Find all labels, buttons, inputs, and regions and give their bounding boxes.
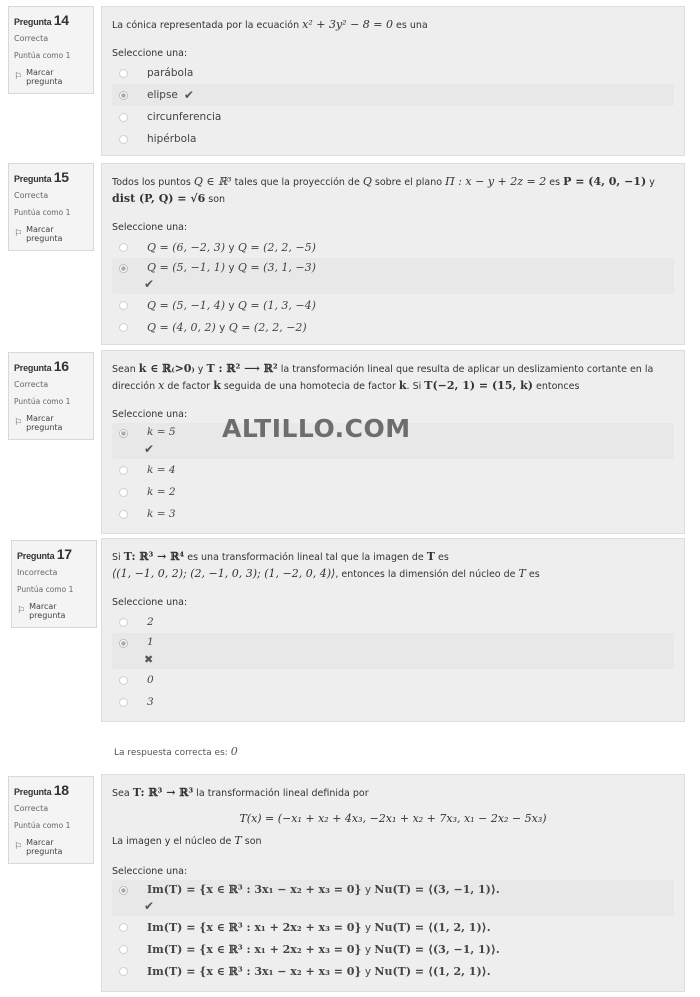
radio-button[interactable] <box>119 301 128 310</box>
flag-question-button[interactable]: ⚐ Marcar pregunta <box>14 68 63 86</box>
flag-question-button[interactable]: ⚐ Marcar pregunta <box>14 225 63 243</box>
radio-button[interactable] <box>119 323 128 332</box>
checkmark-icon: ✔ <box>144 899 155 913</box>
flag-question-button[interactable]: ⚐ Marcar pregunta <box>14 838 63 856</box>
checkmark-icon: ✔ <box>144 277 155 291</box>
question-state: Correcta <box>14 191 49 200</box>
answer-option[interactable]: 2 <box>112 611 674 633</box>
answer-prompt: Seleccione una: <box>112 409 188 420</box>
answer-option[interactable]: Q = (5, −1, 4) y Q = (1, 3, −4) <box>112 294 674 316</box>
answer-option[interactable]: 1 ✖ <box>112 633 674 669</box>
radio-button[interactable] <box>119 264 128 273</box>
answer-prompt: Seleccione una: <box>112 866 188 877</box>
answer-option[interactable]: Q = (4, 0, 2) y Q = (2, 2, −2) <box>112 316 674 338</box>
flag-icon: ⚐ <box>14 842 23 852</box>
answer-option[interactable]: Q = (6, −2, 3) y Q = (2, 2, −5) <box>112 236 674 258</box>
flag-question-button[interactable]: ⚐ Marcar pregunta <box>17 602 66 620</box>
answer-option[interactable]: hipérbola <box>112 128 674 150</box>
question-number: Pregunta 17 <box>17 546 72 562</box>
flag-icon: ⚐ <box>14 72 23 82</box>
transformation-formula: T(x) = (−x₁ + x₂ + 4x₃, −2x₁ + x₂ + 7x₃, x₁ − 2x₂ − 5x₃) <box>239 812 547 825</box>
question-number: Pregunta 16 <box>14 358 69 374</box>
question-number: Pregunta 15 <box>14 169 69 185</box>
question-grade: Puntúa como 1 <box>14 51 71 60</box>
checkmark-icon: ✔ <box>144 442 155 456</box>
question-subtext: La imagen y el núcleo de T son <box>112 834 262 847</box>
flag-icon: ⚐ <box>14 229 23 239</box>
answer-option[interactable]: k = 2 <box>112 481 674 503</box>
question-info-17 <box>11 540 97 628</box>
question-text: Todos los puntos Q ∈ ℝ³ tales que la proyección de Q sobre el plano Π : x − y + 2z = 2 es P = (4, 0, −1) y dist (P, Q) = √6 son <box>112 175 655 205</box>
question-grade: Puntúa como 1 <box>17 585 74 594</box>
question-state: Correcta <box>14 34 49 43</box>
radio-button[interactable] <box>119 91 128 100</box>
answer-list <box>112 880 674 982</box>
answer-prompt: Seleccione una: <box>112 222 188 233</box>
answer-option[interactable]: Im(T) = {x ∈ ℝ³ : x₁ + 2x₂ + x₃ = 0} y Nu(T) = ⟨(3, −1, 1)⟩. <box>112 938 674 960</box>
question-grade: Puntúa como 1 <box>14 208 71 217</box>
answer-list <box>112 236 674 338</box>
flag-question-button[interactable]: ⚐ Marcar pregunta <box>14 414 63 432</box>
radio-button[interactable] <box>119 676 128 685</box>
question-text: La cónica representada por la ecuación x² + 3y² − 8 = 0 es una <box>112 18 428 31</box>
question-text: Sean k ∈ ℝ₍>0₎ y T : ℝ² ⟶ ℝ² la transformación lineal que resulta de aplicar un deslizamiento cortante en la dirección x de factor k seguida de una homotecia de factor k. Si T(−2, 1) = (15, k) entonces <box>112 362 654 392</box>
radio-button[interactable] <box>119 488 128 497</box>
question-state: Incorrecta <box>17 568 58 577</box>
answer-option[interactable]: k = 5 ✔ <box>112 423 674 459</box>
correct-answer-feedback: La respuesta correcta es: 0 <box>114 745 238 758</box>
radio-button[interactable] <box>119 967 128 976</box>
radio-button[interactable] <box>119 923 128 932</box>
radio-button[interactable] <box>119 886 128 895</box>
answer-list <box>112 62 674 150</box>
flag-icon: ⚐ <box>14 418 23 428</box>
radio-button[interactable] <box>119 639 128 648</box>
answer-option[interactable]: Im(T) = {x ∈ ℝ³ : 3x₁ − x₂ + x₃ = 0} y Nu(T) = ⟨(3, −1, 1)⟩. ✔ <box>112 880 674 916</box>
radio-button[interactable] <box>119 618 128 627</box>
answer-option[interactable]: circunferencia <box>112 106 674 128</box>
radio-button[interactable] <box>119 698 128 707</box>
answer-option[interactable]: 0 <box>112 669 674 691</box>
question-info-15 <box>8 163 94 251</box>
answer-prompt: Seleccione una: <box>112 48 188 59</box>
radio-button[interactable] <box>119 243 128 252</box>
question-state: Correcta <box>14 380 49 389</box>
answer-option[interactable]: Q = (5, −1, 1) y Q = (3, 1, −3) ✔ <box>112 258 674 294</box>
answer-option[interactable]: parábola <box>112 62 674 84</box>
question-state: Correcta <box>14 804 49 813</box>
radio-button[interactable] <box>119 466 128 475</box>
radio-button[interactable] <box>119 945 128 954</box>
answer-option[interactable]: elipse ✔ <box>112 84 674 106</box>
answer-option[interactable]: k = 4 <box>112 459 674 481</box>
question-info-16 <box>8 352 94 440</box>
checkmark-icon: ✔ <box>183 88 194 102</box>
question-info-18 <box>8 776 94 864</box>
radio-button[interactable] <box>119 113 128 122</box>
answer-option[interactable]: k = 3 <box>112 503 674 525</box>
radio-button[interactable] <box>119 135 128 144</box>
flag-icon: ⚐ <box>17 606 26 616</box>
question-text: Sea T: ℝ³ → ℝ³ la transformación lineal definida por <box>112 786 369 799</box>
cross-icon: ✖ <box>144 653 154 666</box>
question-grade: Puntúa como 1 <box>14 397 71 406</box>
question-number: Pregunta 18 <box>14 782 69 798</box>
radio-button[interactable] <box>119 429 128 438</box>
question-text: Si T: ℝ³ → ℝ⁴ es una transformación lineal tal que la imagen de T es ⟨(1, −1, 0, 2); (2, −1, 0, 3); (1, −2, 0, 4)⟩, entonces la dimensión del núcleo de T es <box>112 550 540 580</box>
answer-option[interactable]: 3 <box>112 691 674 713</box>
answer-option[interactable]: Im(T) = {x ∈ ℝ³ : x₁ + 2x₂ + x₃ = 0} y Nu(T) = ⟨(1, 2, 1)⟩. <box>112 916 674 938</box>
radio-button[interactable] <box>119 69 128 78</box>
question-content-14 <box>101 6 685 156</box>
question-grade: Puntúa como 1 <box>14 821 71 830</box>
watermark: ALTILLO.COM <box>222 414 411 443</box>
answer-prompt: Seleccione una: <box>112 597 188 608</box>
question-content-17 <box>101 538 685 722</box>
answer-list <box>112 611 674 713</box>
question-content-15 <box>101 163 685 345</box>
question-info-14 <box>8 6 94 94</box>
question-content-18 <box>101 774 685 992</box>
answer-option[interactable]: Im(T) = {x ∈ ℝ³ : 3x₁ − x₂ + x₃ = 0} y Nu(T) = ⟨(1, 2, 1)⟩. <box>112 960 674 982</box>
question-number: Pregunta 14 <box>14 12 69 28</box>
radio-button[interactable] <box>119 510 128 519</box>
